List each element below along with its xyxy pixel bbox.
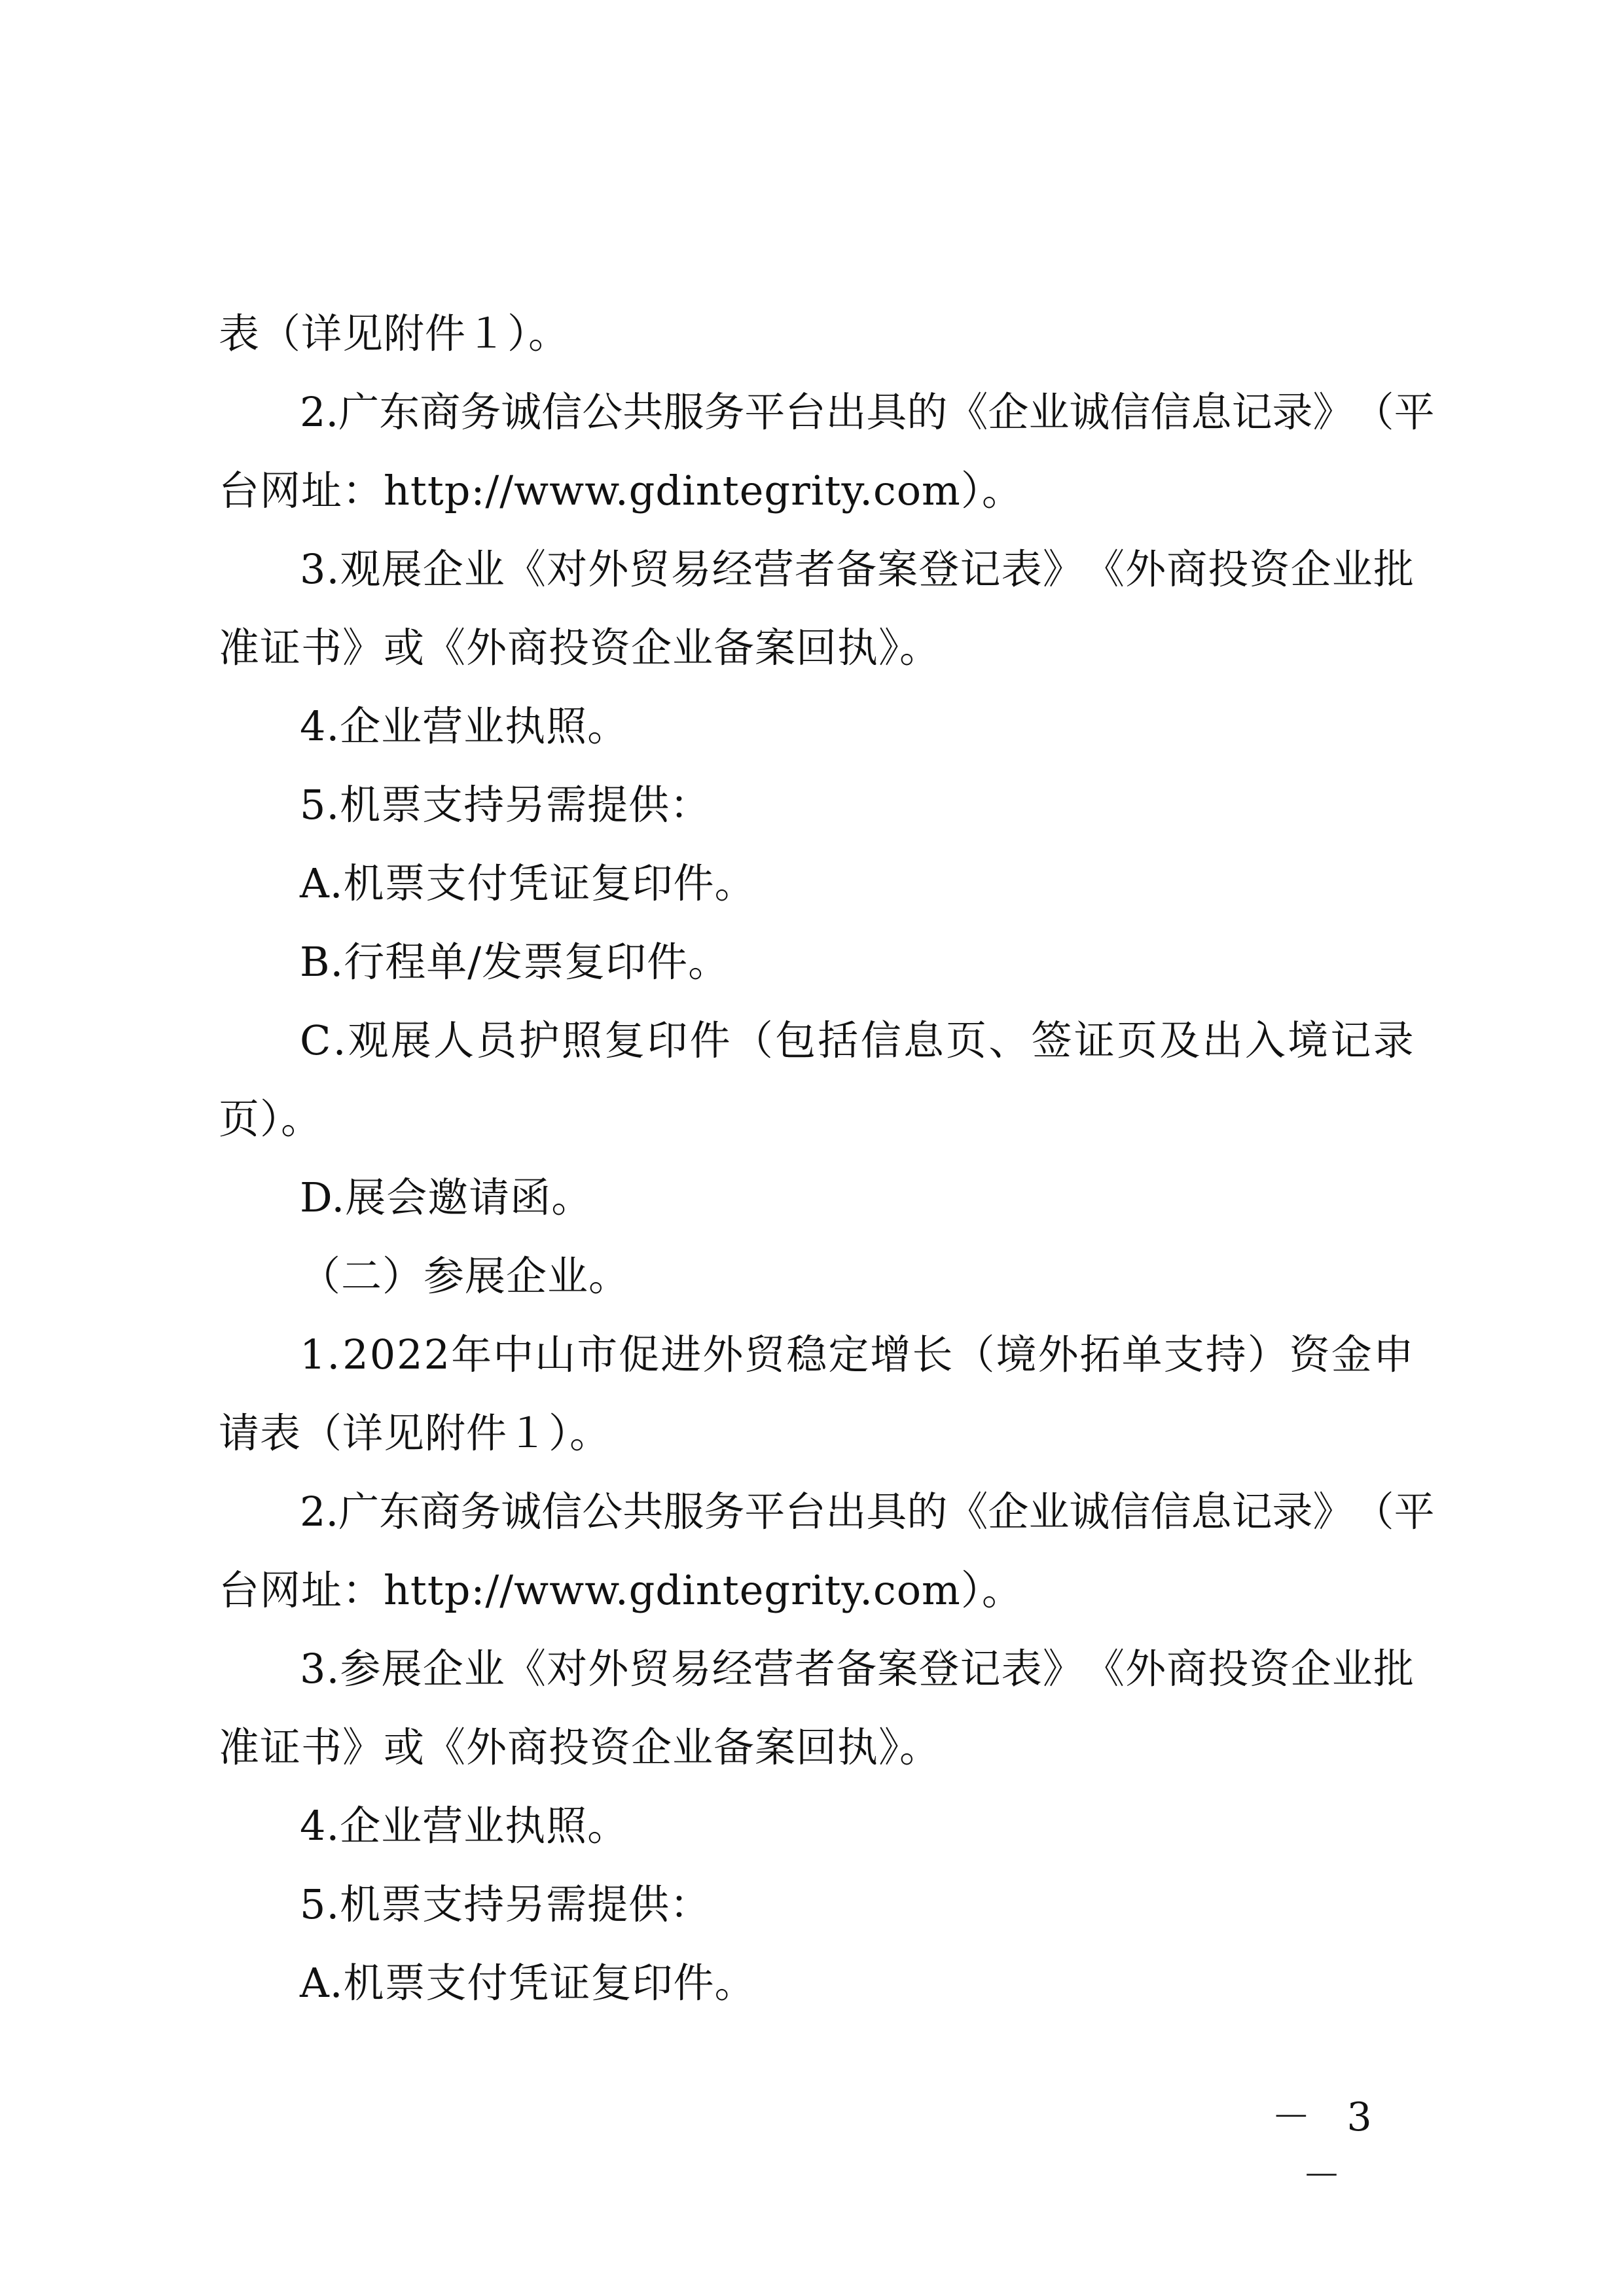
text-line-11: 页）。 bbox=[219, 1095, 323, 1143]
text-line-18-content-char: . bbox=[326, 1645, 340, 1693]
text-line-16-content-char: 务 bbox=[704, 1488, 745, 1535]
text-line-4-content-char: 备 bbox=[836, 545, 877, 593]
text-line-18-content-char: 批 bbox=[1373, 1645, 1414, 1693]
text-line-18-content-char: 外 bbox=[588, 1645, 629, 1693]
text-line-14-content-char: 拓 bbox=[1079, 1331, 1121, 1378]
text-line-18-content-char: 者 bbox=[794, 1645, 835, 1693]
text-line-14-content-char: ） bbox=[1247, 1331, 1288, 1378]
text-line-9: B.行程单/发票复印件。 bbox=[300, 938, 730, 986]
text-line-10-content-char: 员 bbox=[476, 1016, 517, 1064]
text-line-16-content-char: 记 bbox=[1231, 1488, 1272, 1535]
text-line-14-content-char: 金 bbox=[1331, 1331, 1372, 1378]
text-line-10-content-char: 入 bbox=[1244, 1016, 1286, 1064]
text-line-12: D.展会邀请函。 bbox=[300, 1174, 593, 1221]
text-line-14-content-char: （ bbox=[954, 1331, 995, 1378]
text-line-18-content-char: 易 bbox=[670, 1645, 712, 1693]
text-line-16-content-char: 企 bbox=[988, 1488, 1029, 1535]
text-line-2-content-char: 台 bbox=[785, 388, 826, 436]
text-line-18-content-char: 企 bbox=[422, 1645, 463, 1693]
text-line-18-content-char: 企 bbox=[1290, 1645, 1331, 1693]
text-line-16-content-char: 信 bbox=[1110, 1488, 1151, 1535]
text-line-22: A.机票支付凭证复印件。 bbox=[300, 1959, 756, 2007]
text-line-14-content-char: 中 bbox=[493, 1331, 534, 1378]
text-line-18-content-char: 参 bbox=[340, 1645, 381, 1693]
text-line-14-content-char: 外 bbox=[1038, 1331, 1079, 1378]
page-number: － 3 － bbox=[1271, 2094, 1384, 2199]
text-line-18-content-char: 贸 bbox=[629, 1645, 670, 1693]
text-line-14-content-char: 资 bbox=[1289, 1331, 1330, 1378]
text-line-14-content-char: 进 bbox=[660, 1331, 702, 1378]
text-line-18-content-char: 》 bbox=[1042, 1645, 1083, 1693]
text-line-18-content-char: 资 bbox=[1249, 1645, 1290, 1693]
text-line-4-content-char: 》 bbox=[1042, 545, 1083, 593]
text-line-16-content-char: 广 bbox=[338, 1488, 380, 1535]
text-line-2-content-char: 2 bbox=[300, 388, 326, 436]
text-line-10-content-char: 复 bbox=[604, 1016, 645, 1064]
text-line-8: A.机票支付凭证复印件。 bbox=[300, 859, 756, 907]
text-line-4-content-char: 外 bbox=[1125, 545, 1166, 593]
text-line-4-content-char: 者 bbox=[794, 545, 835, 593]
text-line-18-content-char: 展 bbox=[381, 1645, 422, 1693]
text-line-2-content-char: 平 bbox=[744, 388, 785, 436]
text-line-7: 5.机票支持另需提供： bbox=[300, 781, 712, 829]
text-line-2-content-char: 信 bbox=[1150, 388, 1191, 436]
text-line-4-content-char: . bbox=[326, 545, 340, 593]
text-line-18-content-char: 商 bbox=[1166, 1645, 1208, 1693]
text-line-2-content-char: 企 bbox=[988, 388, 1029, 436]
text-line-16-content-char: 的 bbox=[907, 1488, 948, 1535]
text-line-4-content-char: 企 bbox=[422, 545, 463, 593]
text-line-2 bbox=[300, 380, 1435, 445]
text-line-10-content-char: 、 bbox=[988, 1016, 1030, 1064]
text-line-14-content-char: . bbox=[327, 1331, 340, 1378]
text-line-6: 4.企业营业执照。 bbox=[300, 702, 629, 750]
text-line-10-content-char: 记 bbox=[1330, 1016, 1371, 1064]
text-line-2-content-char: 的 bbox=[907, 388, 948, 436]
text-line-16-content-char: 息 bbox=[1191, 1488, 1232, 1535]
text-line-18-content-char: 记 bbox=[960, 1645, 1001, 1693]
text-line-14-content-char: 2 bbox=[342, 1331, 369, 1378]
text-line-16-content-char: 信 bbox=[541, 1488, 583, 1535]
text-line-17: 台网址：http://www.gdintegrity.com）。 bbox=[219, 1566, 1023, 1614]
text-line-16-content-char: 平 bbox=[744, 1488, 785, 1535]
text-line-16-content-char: 东 bbox=[379, 1488, 420, 1535]
text-line-18-content-char: 《 bbox=[1083, 1645, 1125, 1693]
text-line-4-content-char: 表 bbox=[1001, 545, 1042, 593]
text-line-18 bbox=[300, 1636, 1414, 1702]
text-line-16-content-char: 商 bbox=[420, 1488, 461, 1535]
text-line-14-content-char: 增 bbox=[870, 1331, 911, 1378]
text-line-2-content-char: （ bbox=[1353, 388, 1394, 436]
text-line-10-content-char: 页 bbox=[1117, 1016, 1158, 1064]
text-line-18-content-char: 业 bbox=[463, 1645, 505, 1693]
text-line-18-content-char: 投 bbox=[1208, 1645, 1249, 1693]
text-line-2-content-char: 具 bbox=[866, 388, 907, 436]
text-line-10-content-char: C bbox=[300, 1016, 331, 1064]
text-line-14-content-char: 稳 bbox=[786, 1331, 827, 1378]
text-line-16-content-char: 共 bbox=[623, 1488, 664, 1535]
text-line-2-content-char: 记 bbox=[1231, 388, 1272, 436]
text-line-15: 请表（详见附件１）。 bbox=[219, 1409, 611, 1457]
text-line-18-content-char: 登 bbox=[918, 1645, 960, 1693]
text-line-21: 5.机票支持另需提供： bbox=[300, 1880, 712, 1928]
text-line-2-content-char: 公 bbox=[582, 388, 623, 436]
text-line-4-content-char: 记 bbox=[960, 545, 1001, 593]
text-line-4-content-char: 登 bbox=[918, 545, 960, 593]
text-line-16-content-char: 公 bbox=[582, 1488, 623, 1535]
section-heading: （二）参展企业。 bbox=[300, 1252, 630, 1300]
text-line-10-content-char: 及 bbox=[1159, 1016, 1200, 1064]
text-line-16-content-char: 《 bbox=[947, 1488, 988, 1535]
text-line-14-content-char: 支 bbox=[1163, 1331, 1204, 1378]
text-line-10-content-char: 展 bbox=[390, 1016, 431, 1064]
text-line-2-content-char: 共 bbox=[623, 388, 664, 436]
text-line-4-content-char: 资 bbox=[1249, 545, 1290, 593]
text-line-3: 台网址：http://www.gdintegrity.com）。 bbox=[219, 467, 1023, 514]
text-line-16-content-char: 服 bbox=[663, 1488, 704, 1535]
text-line-18-content-char: 《 bbox=[505, 1645, 546, 1693]
text-line-10-content-char: 照 bbox=[561, 1016, 602, 1064]
text-line-4-content-char: 贸 bbox=[629, 545, 670, 593]
text-line-2-content-char: 服 bbox=[663, 388, 704, 436]
text-line-4-content-char: 营 bbox=[753, 545, 794, 593]
text-line-2-content-char: 诚 bbox=[1069, 388, 1110, 436]
text-line-4-content-char: 商 bbox=[1166, 545, 1208, 593]
text-line-10-content-char: 括 bbox=[818, 1016, 859, 1064]
text-line-2-content-char: 务 bbox=[704, 388, 745, 436]
text-line-2-content-char: 务 bbox=[460, 388, 501, 436]
text-line-2-content-char: 《 bbox=[947, 388, 988, 436]
text-line-10 bbox=[300, 1008, 1414, 1073]
text-line-14-content-char: 年 bbox=[451, 1331, 492, 1378]
text-line-10-content-char: 录 bbox=[1373, 1016, 1414, 1064]
text-line-16-content-char: 2 bbox=[300, 1488, 326, 1535]
text-line-14 bbox=[300, 1322, 1414, 1388]
text-line-4-content-char: 业 bbox=[1331, 545, 1373, 593]
text-line-16-content-char: 录 bbox=[1272, 1488, 1313, 1535]
text-line-2-content-char: 出 bbox=[825, 388, 867, 436]
text-line-10-content-char: 印 bbox=[647, 1016, 688, 1064]
text-line-18-content-char: 业 bbox=[1331, 1645, 1373, 1693]
text-line-18-content-char: 备 bbox=[836, 1645, 877, 1693]
text-line-2-content-char: 录 bbox=[1272, 388, 1313, 436]
text-line-14-content-char: 1 bbox=[300, 1331, 326, 1378]
text-line-4-content-char: 案 bbox=[877, 545, 918, 593]
text-line-14-content-char: 境 bbox=[996, 1331, 1037, 1378]
text-line-14-content-char: 持 bbox=[1205, 1331, 1246, 1378]
text-line-10-content-char: 境 bbox=[1288, 1016, 1329, 1064]
text-line-16-content-char: 诚 bbox=[1069, 1488, 1110, 1535]
text-line-10-content-char: 证 bbox=[1074, 1016, 1115, 1064]
text-line-4-content-char: 观 bbox=[340, 545, 381, 593]
text-line-10-content-char: 包 bbox=[775, 1016, 816, 1064]
text-line-4-content-char: 《 bbox=[1083, 545, 1125, 593]
text-line-4-content-char: 投 bbox=[1208, 545, 1249, 593]
text-line-14-content-char: 单 bbox=[1121, 1331, 1163, 1378]
text-line-10-content-char: 页 bbox=[946, 1016, 987, 1064]
text-line-2-content-char: 息 bbox=[1191, 388, 1232, 436]
text-line-14-content-char: 贸 bbox=[744, 1331, 785, 1378]
text-line-14-content-char: 0 bbox=[369, 1331, 396, 1378]
text-line-18-content-char: 经 bbox=[712, 1645, 753, 1693]
text-line-16-content-char: 出 bbox=[825, 1488, 867, 1535]
text-line-16-content-char: 》 bbox=[1312, 1488, 1354, 1535]
text-line-10-content-char: 息 bbox=[903, 1016, 944, 1064]
text-line-2-content-char: 》 bbox=[1312, 388, 1354, 436]
text-line-16-content-char: （ bbox=[1353, 1488, 1394, 1535]
text-line-16-content-char: 台 bbox=[785, 1488, 826, 1535]
text-line-4-content-char: 业 bbox=[463, 545, 505, 593]
text-line-10-content-char: 签 bbox=[1031, 1016, 1072, 1064]
text-line-10-content-char: 出 bbox=[1202, 1016, 1243, 1064]
text-line-18-content-char: 对 bbox=[547, 1645, 588, 1693]
text-line-2-content-char: 信 bbox=[1110, 388, 1151, 436]
text-line-2-content-char: 诚 bbox=[501, 388, 542, 436]
text-line-2-content-char: 业 bbox=[1028, 388, 1070, 436]
text-line-18-content-char: 表 bbox=[1001, 1645, 1042, 1693]
text-line-10-content-char: 护 bbox=[518, 1016, 560, 1064]
text-line-14-content-char: 促 bbox=[619, 1331, 660, 1378]
text-line-4 bbox=[300, 537, 1414, 602]
text-line-4-content-char: 易 bbox=[670, 545, 712, 593]
text-line-16-content-char: 诚 bbox=[501, 1488, 542, 1535]
text-line-14-content-char: 定 bbox=[828, 1331, 869, 1378]
text-line-16-content-char: 平 bbox=[1394, 1488, 1435, 1535]
text-line-4-content-char: 外 bbox=[588, 545, 629, 593]
text-line-14-content-char: 山 bbox=[535, 1331, 576, 1378]
text-line-4-content-char: 批 bbox=[1373, 545, 1414, 593]
text-line-10-content-char: 人 bbox=[433, 1016, 475, 1064]
text-line-14-content-char: 市 bbox=[577, 1331, 618, 1378]
text-line-18-content-char: 营 bbox=[753, 1645, 794, 1693]
text-line-14-content-char: 2 bbox=[397, 1331, 423, 1378]
text-line-18-content-char: 外 bbox=[1125, 1645, 1166, 1693]
text-line-10-content-char: 观 bbox=[348, 1016, 389, 1064]
text-line-10-content-char: 信 bbox=[860, 1016, 901, 1064]
text-line-16-content-char: 信 bbox=[1150, 1488, 1191, 1535]
text-line-14-content-char: 外 bbox=[702, 1331, 744, 1378]
text-line-10-content-char: （ bbox=[732, 1016, 773, 1064]
text-line-2-content-char: 东 bbox=[379, 388, 420, 436]
text-line-2-content-char: . bbox=[325, 388, 339, 436]
text-line-16-content-char: . bbox=[325, 1488, 339, 1535]
text-line-16 bbox=[300, 1479, 1435, 1545]
text-line-2-content-char: 平 bbox=[1394, 388, 1435, 436]
text-line-4-content-char: 《 bbox=[505, 545, 546, 593]
text-line-10-content-char: . bbox=[333, 1016, 346, 1064]
text-line-16-content-char: 务 bbox=[460, 1488, 501, 1535]
text-line-1: 表（详见附件１）。 bbox=[219, 310, 570, 357]
text-line-14-content-char: 长 bbox=[912, 1331, 953, 1378]
text-line-14-content-char: 2 bbox=[424, 1331, 450, 1378]
text-line-2-content-char: 商 bbox=[420, 388, 461, 436]
text-line-18-content-char: 案 bbox=[877, 1645, 918, 1693]
text-line-4-content-char: 企 bbox=[1290, 545, 1331, 593]
text-line-4-content-char: 3 bbox=[300, 545, 326, 593]
text-line-4-content-char: 经 bbox=[712, 545, 753, 593]
text-line-2-content-char: 信 bbox=[541, 388, 583, 436]
text-line-10-content-char: 件 bbox=[689, 1016, 731, 1064]
text-line-19: 准证书》或《外商投资企业备案回执》。 bbox=[219, 1723, 941, 1771]
text-line-16-content-char: 具 bbox=[866, 1488, 907, 1535]
text-line-4-content-char: 展 bbox=[381, 545, 422, 593]
text-line-18-content-char: 3 bbox=[300, 1645, 326, 1693]
text-line-5: 准证书》或《外商投资企业备案回执》。 bbox=[219, 624, 941, 672]
text-line-4-content-char: 对 bbox=[547, 545, 588, 593]
text-line-2-content-char: 广 bbox=[338, 388, 380, 436]
text-line-20: 4.企业营业执照。 bbox=[300, 1802, 629, 1850]
text-line-16-content-char: 业 bbox=[1028, 1488, 1070, 1535]
text-line-14-content-char: 申 bbox=[1373, 1331, 1414, 1378]
